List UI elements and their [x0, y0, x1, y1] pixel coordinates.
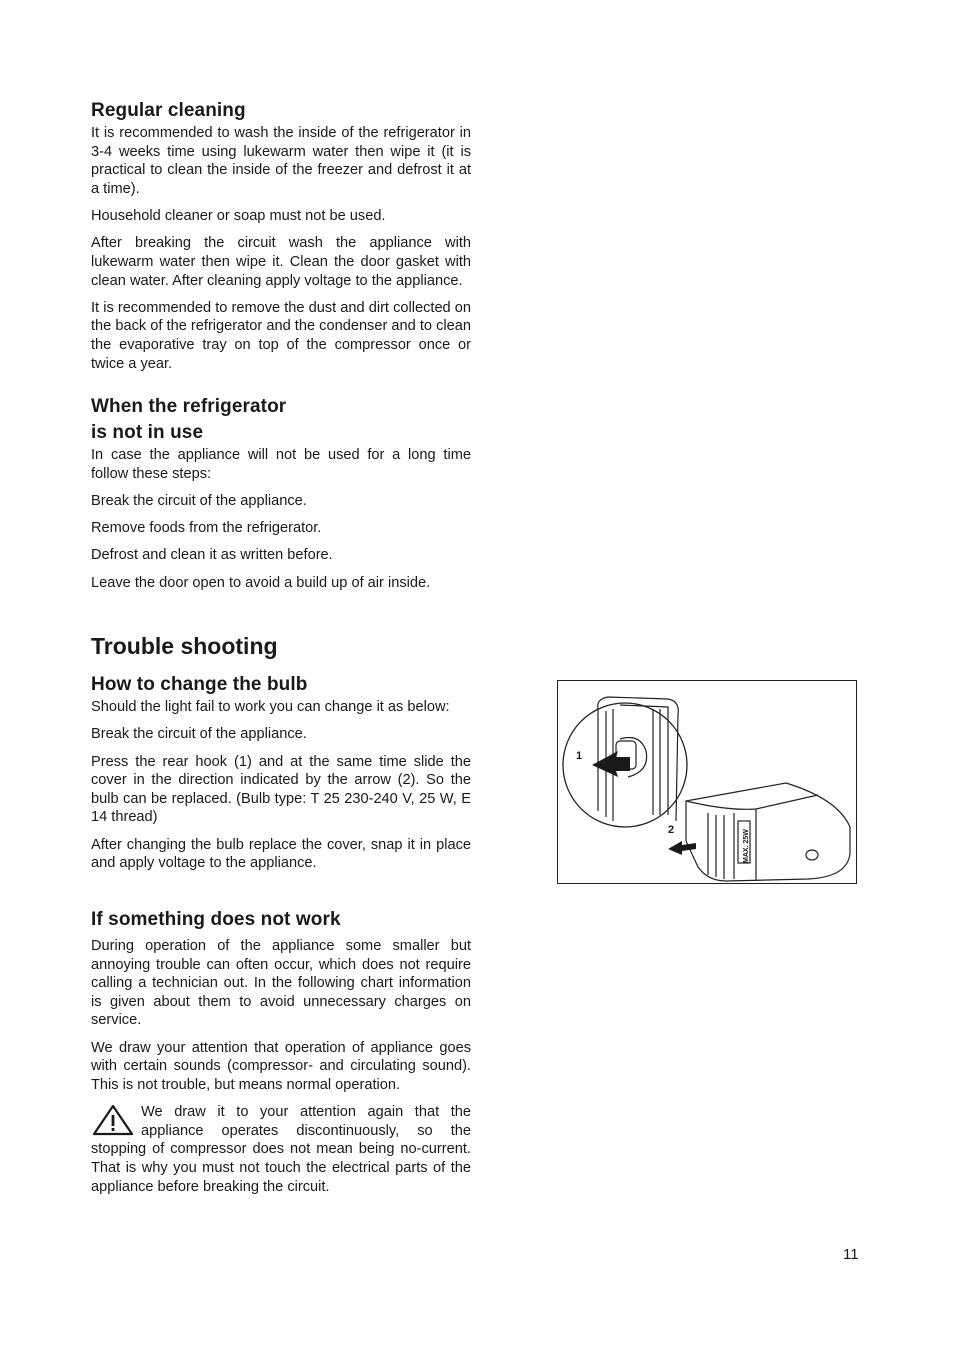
- warning-triangle-icon: [91, 1103, 135, 1137]
- cover-rating-text: MAX. 25W: [743, 829, 750, 863]
- trouble-shooting-title: Trouble shooting: [91, 633, 278, 659]
- paragraph: It is recommended to wash the inside of the refrigerator in 3-4 weeks time using lukewarm water then wipe it (it is practical to clean the inside of the freezer and defrost it at a time).: [91, 125, 471, 197]
- paragraph: We draw your attention that operation of appliance goes with certain sounds (compressor- and circulating sound). This is not trouble, but means normal operation.: [91, 1039, 471, 1093]
- paragraph: Remove foods from the refrigerator.: [91, 520, 322, 537]
- paragraph: Press the rear hook (1) and at the same time slide the cover in the direction indicated by the arrow (2). So the bulb can be replaced. (Bulb type: T 25 230-240 V, 25 W, E 14 thread): [91, 753, 471, 826]
- change-bulb-section: [91, 672, 471, 882]
- regular-cleaning-section: [91, 98, 471, 382]
- bulb-cover-illustration: [557, 680, 857, 884]
- paragraph: During operation of the appliance some smaller but annoying trouble can often occur, which does not require calling a technician out. In the following chart information is given about them to avoid unnecessary charges on service.: [91, 938, 471, 1029]
- not-working-section: [91, 907, 471, 1205]
- not-working-heading: If something does not work: [91, 909, 341, 930]
- paragraph: Should the light fail to work you can change it as below:: [91, 699, 450, 715]
- warning-text: We draw it to your attention again that the appliance operates discontinuously, so the stopping of compressor does not mean being no-current. That is why you must not touch the electrical parts of the appliance before breaking the circuit.: [91, 1104, 471, 1195]
- paragraph: Break the circuit of the appliance.: [91, 492, 307, 509]
- heading-line: When the refrigerator: [91, 396, 287, 417]
- paragraph: Household cleaner or soap must not be used.: [91, 208, 386, 225]
- page-number: 11: [843, 1246, 859, 1263]
- paragraph: After changing the bulb replace the cover, snap it in place and apply voltage to the appliance.: [91, 836, 471, 872]
- paragraph: Break the circuit of the appliance.: [91, 726, 307, 743]
- paragraph: After breaking the circuit wash the appliance with lukewarm water then wipe it. Clean the door gasket with clean water. After cleaning apply voltage to the appliance.: [91, 235, 471, 289]
- paragraph: Defrost and clean it as written before.: [91, 547, 333, 564]
- regular-cleaning-heading: Regular cleaning: [91, 100, 246, 121]
- label-1: 1: [576, 750, 583, 762]
- not-in-use-section: [91, 394, 471, 601]
- trouble-shooting-section: [91, 632, 471, 660]
- heading-line: is not in use: [91, 422, 204, 443]
- label-2: 2: [668, 824, 675, 836]
- paragraph: In case the appliance will not be used for a long time follow these steps:: [91, 447, 471, 482]
- warning-note: [91, 1103, 471, 1196]
- not-in-use-heading: [91, 394, 471, 446]
- bulb-cover-drawing: [558, 681, 858, 885]
- change-bulb-heading: How to change the bulb: [91, 674, 308, 695]
- paragraph: It is recommended to remove the dust and dirt collected on the back of the refrigerator and the condenser and to clean the evaporative tray on top of the compressor once or twice a year.: [91, 299, 471, 372]
- paragraph: Leave the door open to avoid a build up of air inside.: [91, 574, 431, 591]
